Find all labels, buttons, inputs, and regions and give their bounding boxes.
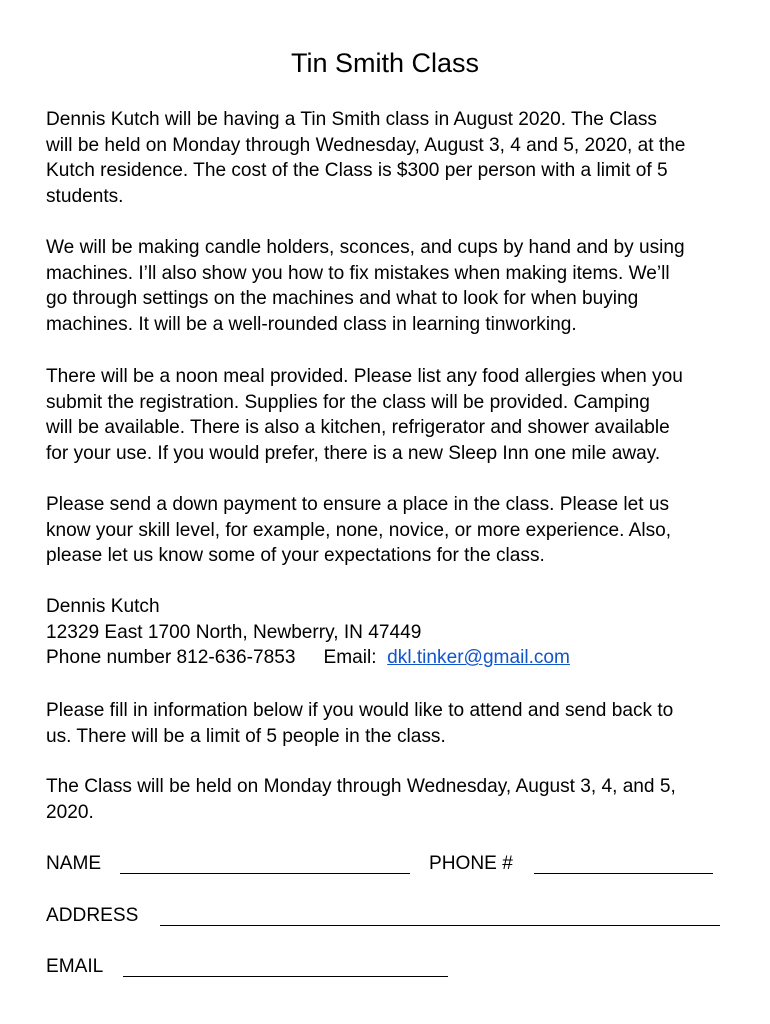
paragraph-down-payment [46,492,736,569]
text-line: Please fill in information below if you would like to attend and send back to [46,700,674,721]
email-blank-line[interactable] [123,976,448,977]
text-line: Please send a down payment to ensure a place in the class. Please let us [46,494,670,515]
text-line: There will be a noon meal provided. Please list any food allergies when you [46,366,683,387]
phone-label: PHONE # [429,853,513,874]
paragraph-fill-instructions [46,698,736,749]
text-line: Dennis Kutch will be having a Tin Smith class in August 2020. The Class [46,109,657,130]
paragraph-class-content [46,235,736,337]
contact-name: Dennis Kutch [46,596,160,617]
text-line: We will be making candle holders, sconces, and cups by hand and by using [46,237,685,258]
contact-email-link[interactable]: dkl.tinker@gmail.com [387,647,570,669]
contact-email-label: Email: [323,647,377,669]
text-line: students. [46,185,124,207]
text-line: will be held on Monday through Wednesday, August 3, 4 and 5, 2020, at the [46,134,686,156]
paragraph-class-announcement [46,107,736,209]
paragraph-class-dates [46,774,736,825]
contact-phone-email-line [46,645,736,671]
text-line: us. There will be a limit of 5 people in the class. [46,725,446,747]
name-blank-line[interactable] [120,873,410,874]
text-line: go through settings on the machines and what to look for when buying [46,288,639,310]
text-line: Kutch residence. The cost of the Class is $300 per person with a limit of 5 [46,160,668,182]
text-line: please let us know some of your expectations for the class. [46,545,545,567]
email-label: EMAIL [46,956,104,977]
text-line: 2020. [46,801,94,823]
document-title: Tin Smith Class [290,48,480,78]
phone-blank-line[interactable] [534,873,713,874]
text-line: The Class will be held on Monday through Wednesday, August 3, 4, and 5, [46,776,676,797]
text-line: machines. It will be a well-rounded class in learning tinworking. [46,313,577,335]
address-blank-line[interactable] [160,925,720,926]
text-line: machines. I’ll also show you how to fix mistakes when making items. We’ll [46,262,670,284]
text-line: know your skill level, for example, none, novice, or more experience. Also, [46,519,672,541]
form-row-name-phone [46,851,736,877]
name-label: NAME [46,853,102,874]
contact-address: 12329 East 1700 North, Newberry, IN 47449 [46,621,422,643]
address-label: ADDRESS [46,905,139,926]
text-line: submit the registration. Supplies for the class will be provided. Camping [46,391,650,413]
text-line: will be available. There is also a kitchen, refrigerator and shower available [46,417,670,439]
text-line: for your use. If you would prefer, there is a new Sleep Inn one mile away. [46,442,661,464]
form-row-address [46,903,736,929]
paragraph-amenities [46,364,736,466]
contact-block [46,594,736,671]
contact-phone: Phone number 812-636-7853 [46,647,296,669]
form-row-email [46,954,736,980]
